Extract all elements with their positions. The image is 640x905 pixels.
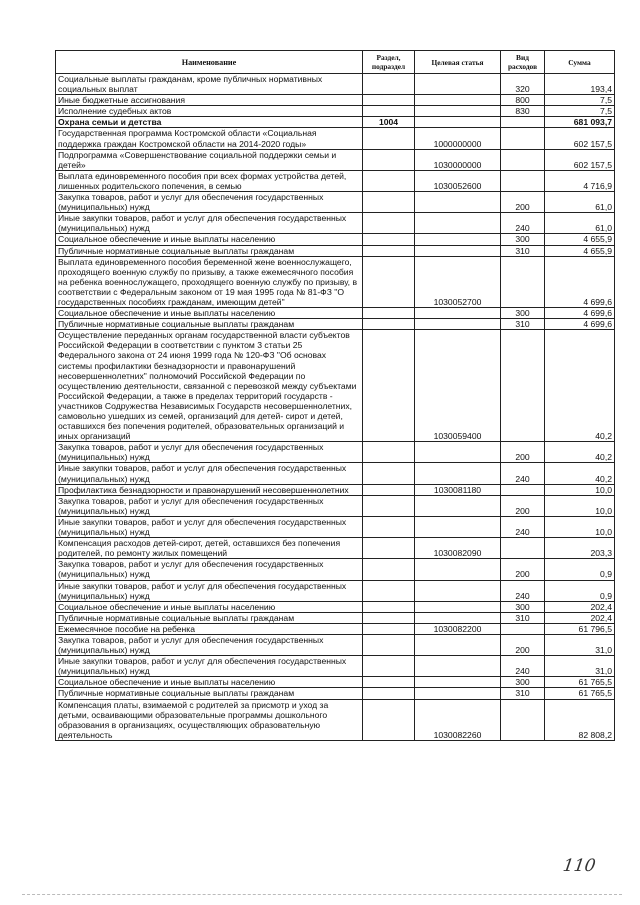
row-expense-type: 300 (501, 677, 545, 688)
row-section (363, 234, 415, 245)
row-section (363, 495, 415, 516)
row-expense-type: 800 (501, 95, 545, 106)
row-name: Публичные нормативные социальные выплаты гражданам (56, 612, 363, 623)
row-section (363, 634, 415, 655)
row-target-article: 1030052600 (415, 170, 501, 191)
row-name: Социальное обеспечение и иные выплаты населению (56, 601, 363, 612)
row-sum: 10,0 (545, 516, 615, 537)
row-sum: 10,0 (545, 484, 615, 495)
row-section (363, 442, 415, 463)
table-row (56, 245, 615, 256)
row-target-article: 1030000000 (415, 149, 501, 170)
row-target-article (415, 213, 501, 234)
row-target-article: 1030082090 (415, 538, 501, 559)
row-sum: 82 808,2 (545, 699, 615, 740)
row-target-article (415, 319, 501, 330)
row-target-article (415, 516, 501, 537)
row-expense-type (501, 538, 545, 559)
table-row (56, 559, 615, 580)
row-target-article (415, 308, 501, 319)
row-sum: 4 655,9 (545, 245, 615, 256)
row-name: Социальное обеспечение и иные выплаты населению (56, 308, 363, 319)
row-expense-type: 310 (501, 245, 545, 256)
row-section (363, 516, 415, 537)
row-target-article: 1030081180 (415, 484, 501, 495)
row-section (363, 128, 415, 149)
row-name: Закупка товаров, работ и услуг для обеспечения государственных (муниципальных) нужд (56, 442, 363, 463)
row-sum: 40,2 (545, 463, 615, 484)
row-section (363, 656, 415, 677)
row-expense-type (501, 256, 545, 307)
row-name: Публичные нормативные социальные выплаты гражданам (56, 245, 363, 256)
row-expense-type: 300 (501, 601, 545, 612)
page-number: 110 (561, 856, 597, 876)
row-name: Иные закупки товаров, работ и услуг для обеспечения государственных (муниципальных) нужд (56, 516, 363, 537)
row-sum: 61 796,5 (545, 623, 615, 634)
row-sum: 61 765,5 (545, 677, 615, 688)
row-target-article (415, 580, 501, 601)
row-target-article: 1030052700 (415, 256, 501, 307)
row-expense-type: 200 (501, 559, 545, 580)
row-target-article (415, 463, 501, 484)
row-sum: 31,0 (545, 656, 615, 677)
row-expense-type: 310 (501, 612, 545, 623)
row-section: 1004 (363, 117, 415, 128)
row-target-article: 1030082260 (415, 699, 501, 740)
row-section (363, 699, 415, 740)
row-target-article: 1030059400 (415, 330, 501, 442)
row-sum: 203,3 (545, 538, 615, 559)
row-expense-type (501, 170, 545, 191)
row-expense-type: 200 (501, 442, 545, 463)
table-row (56, 319, 615, 330)
table-row (56, 601, 615, 612)
row-expense-type: 240 (501, 580, 545, 601)
row-expense-type: 830 (501, 106, 545, 117)
row-expense-type: 200 (501, 192, 545, 213)
row-sum: 0,9 (545, 559, 615, 580)
table-row (56, 516, 615, 537)
row-section (363, 484, 415, 495)
row-sum: 602 157,5 (545, 128, 615, 149)
table-row (56, 234, 615, 245)
row-target-article (415, 688, 501, 699)
row-section (363, 330, 415, 442)
row-section (363, 559, 415, 580)
row-name: Профилактика безнадзорности и правонарушений несовершеннолетних (56, 484, 363, 495)
row-sum: 4 716,9 (545, 170, 615, 191)
header-row (56, 51, 615, 74)
table-row (56, 149, 615, 170)
row-name: Социальное обеспечение и иные выплаты населению (56, 677, 363, 688)
table-row (56, 677, 615, 688)
row-sum: 202,4 (545, 601, 615, 612)
row-section (363, 463, 415, 484)
row-sum: 40,2 (545, 330, 615, 442)
row-section (363, 688, 415, 699)
row-name: Закупка товаров, работ и услуг для обеспечения государственных (муниципальных) нужд (56, 559, 363, 580)
row-expense-type (501, 484, 545, 495)
row-expense-type: 240 (501, 516, 545, 537)
row-name: Компенсация расходов детей-сирот, детей, оставшихся без попечения родителей, по ремонту жилых помещений (56, 538, 363, 559)
table-row (56, 170, 615, 191)
table-row (56, 463, 615, 484)
row-expense-type: 300 (501, 308, 545, 319)
row-sum: 193,4 (545, 74, 615, 95)
row-name: Компенсация платы, взимаемой с родителей за присмотр и уход за детьми, осваивающими образовательные программы дошкольного образования в организациях, осуществляющих образовательную деятельность (56, 699, 363, 740)
table-row (56, 330, 615, 442)
row-expense-type: 200 (501, 495, 545, 516)
row-expense-type: 240 (501, 213, 545, 234)
row-name: Социальные выплаты гражданам, кроме публичных нормативных социальных выплат (56, 74, 363, 95)
row-sum: 4 699,6 (545, 256, 615, 307)
row-section (363, 601, 415, 612)
row-sum: 602 157,5 (545, 149, 615, 170)
scan-edge-line (22, 894, 622, 895)
table-row (56, 634, 615, 655)
row-name: Публичные нормативные социальные выплаты гражданам (56, 319, 363, 330)
row-sum: 61,0 (545, 192, 615, 213)
row-target-article (415, 192, 501, 213)
table-row (56, 538, 615, 559)
row-name: Ежемесячное пособие на ребенка (56, 623, 363, 634)
row-section (363, 95, 415, 106)
row-name: Иные закупки товаров, работ и услуг для обеспечения государственных (муниципальных) нужд (56, 580, 363, 601)
row-section (363, 74, 415, 95)
row-expense-type: 300 (501, 234, 545, 245)
table-row (56, 95, 615, 106)
row-name: Закупка товаров, работ и услуг для обеспечения государственных (муниципальных) нужд (56, 634, 363, 655)
row-name: Охрана семьи и детства (56, 117, 363, 128)
row-expense-type: 240 (501, 463, 545, 484)
row-section (363, 623, 415, 634)
row-section (363, 538, 415, 559)
table-row (56, 688, 615, 699)
row-section (363, 106, 415, 117)
row-expense-type (501, 149, 545, 170)
row-section (363, 612, 415, 623)
table-row (56, 699, 615, 740)
row-section (363, 170, 415, 191)
row-target-article (415, 612, 501, 623)
row-sum: 202,4 (545, 612, 615, 623)
row-sum: 40,2 (545, 442, 615, 463)
row-section (363, 192, 415, 213)
row-name: Выплата единовременного пособия беременной жене военнослужащего, проходящего военную службу по призыву, а также ежемесячного пособия на ребенка военнослужащего, проходящего военную службу по призыву, в соответствии с Федеральным законом от 19 мая 1995 года № 81-ФЗ "О государственных пособиях гражданам, имеющим детей" (56, 256, 363, 307)
row-expense-type (501, 117, 545, 128)
budget-table (55, 50, 615, 741)
row-name: Государственная программа Костромской области «Социальная поддержка граждан Костромской области на 2014-2020 годы» (56, 128, 363, 149)
row-target-article: 1030082200 (415, 623, 501, 634)
row-name: Социальное обеспечение и иные выплаты населению (56, 234, 363, 245)
row-target-article: 1000000000 (415, 128, 501, 149)
row-expense-type: 200 (501, 634, 545, 655)
row-sum: 681 093,7 (545, 117, 615, 128)
header-target: Целевая статья (415, 51, 501, 74)
table-row (56, 213, 615, 234)
row-section (363, 308, 415, 319)
row-section (363, 256, 415, 307)
row-section (363, 213, 415, 234)
table-row (56, 495, 615, 516)
row-sum: 61 765,5 (545, 688, 615, 699)
header-section: Раздел, подраздел (363, 51, 415, 74)
row-sum: 7,5 (545, 95, 615, 106)
row-section (363, 319, 415, 330)
row-target-article (415, 74, 501, 95)
table-row (56, 117, 615, 128)
row-target-article (415, 95, 501, 106)
row-sum: 10,0 (545, 495, 615, 516)
row-name: Иные закупки товаров, работ и услуг для обеспечения государственных (муниципальных) нужд (56, 463, 363, 484)
row-name: Иные закупки товаров, работ и услуг для обеспечения государственных (муниципальных) нужд (56, 213, 363, 234)
row-name: Выплата единовременного пособия при всех формах устройства детей, лишенных родительского попечения, в семью (56, 170, 363, 191)
row-section (363, 149, 415, 170)
row-target-article (415, 559, 501, 580)
row-target-article (415, 677, 501, 688)
row-expense-type: 240 (501, 656, 545, 677)
row-section (363, 677, 415, 688)
row-target-article (415, 234, 501, 245)
row-target-article (415, 656, 501, 677)
row-sum: 7,5 (545, 106, 615, 117)
row-name: Закупка товаров, работ и услуг для обеспечения государственных (муниципальных) нужд (56, 192, 363, 213)
row-name: Публичные нормативные социальные выплаты гражданам (56, 688, 363, 699)
row-expense-type (501, 699, 545, 740)
row-expense-type (501, 623, 545, 634)
table-row (56, 484, 615, 495)
row-name: Осуществление переданных органам государственной власти субъектов Российской Федерации в соответствии с пунктом 3 статьи 25 Федерального закона от 24 июня 1999 года № 120-ФЗ "Об основах системы профилактики безнадзорности и правонарушений несовершеннолетних" полномочий Российской Федерации по осуществлению деятельности, связанной с перевозкой между субъектами Российской Федерации, а также в пределах территорий государств - участников Содружества Независимых Государств несовершеннолетних, самовольно ушедших из семей, организаций для детей- сирот и детей, оставшихся без попечения родителей, образовательных организаций и иных организаций (56, 330, 363, 442)
row-name: Иные закупки товаров, работ и услуг для обеспечения государственных (муниципальных) нужд (56, 656, 363, 677)
row-section (363, 580, 415, 601)
row-name: Исполнение судебных актов (56, 106, 363, 117)
row-expense-type: 310 (501, 688, 545, 699)
table-row (56, 106, 615, 117)
table-row (56, 623, 615, 634)
table-row (56, 256, 615, 307)
table-body (56, 74, 615, 741)
row-name: Иные бюджетные ассигнования (56, 95, 363, 106)
row-sum: 4 699,6 (545, 308, 615, 319)
row-target-article (415, 601, 501, 612)
row-expense-type: 320 (501, 74, 545, 95)
table-row (56, 128, 615, 149)
row-sum: 61,0 (545, 213, 615, 234)
table-row (56, 656, 615, 677)
row-name: Подпрограмма «Совершенствование социальной поддержки семьи и детей» (56, 149, 363, 170)
header-type: Вид расходов (501, 51, 545, 74)
header-sum: Сумма (545, 51, 615, 74)
row-expense-type (501, 128, 545, 149)
row-name: Закупка товаров, работ и услуг для обеспечения государственных (муниципальных) нужд (56, 495, 363, 516)
row-sum: 0,9 (545, 580, 615, 601)
table-row (56, 192, 615, 213)
row-target-article (415, 495, 501, 516)
table-row (56, 442, 615, 463)
table-row (56, 308, 615, 319)
row-sum: 4 699,6 (545, 319, 615, 330)
table-row (56, 612, 615, 623)
row-sum: 4 655,9 (545, 234, 615, 245)
row-expense-type (501, 330, 545, 442)
row-section (363, 245, 415, 256)
row-target-article (415, 442, 501, 463)
row-target-article (415, 245, 501, 256)
row-target-article (415, 106, 501, 117)
row-target-article (415, 117, 501, 128)
table-row (56, 580, 615, 601)
row-target-article (415, 634, 501, 655)
row-expense-type: 310 (501, 319, 545, 330)
row-sum: 31,0 (545, 634, 615, 655)
table-row (56, 74, 615, 95)
header-name: Наименование (56, 51, 363, 74)
